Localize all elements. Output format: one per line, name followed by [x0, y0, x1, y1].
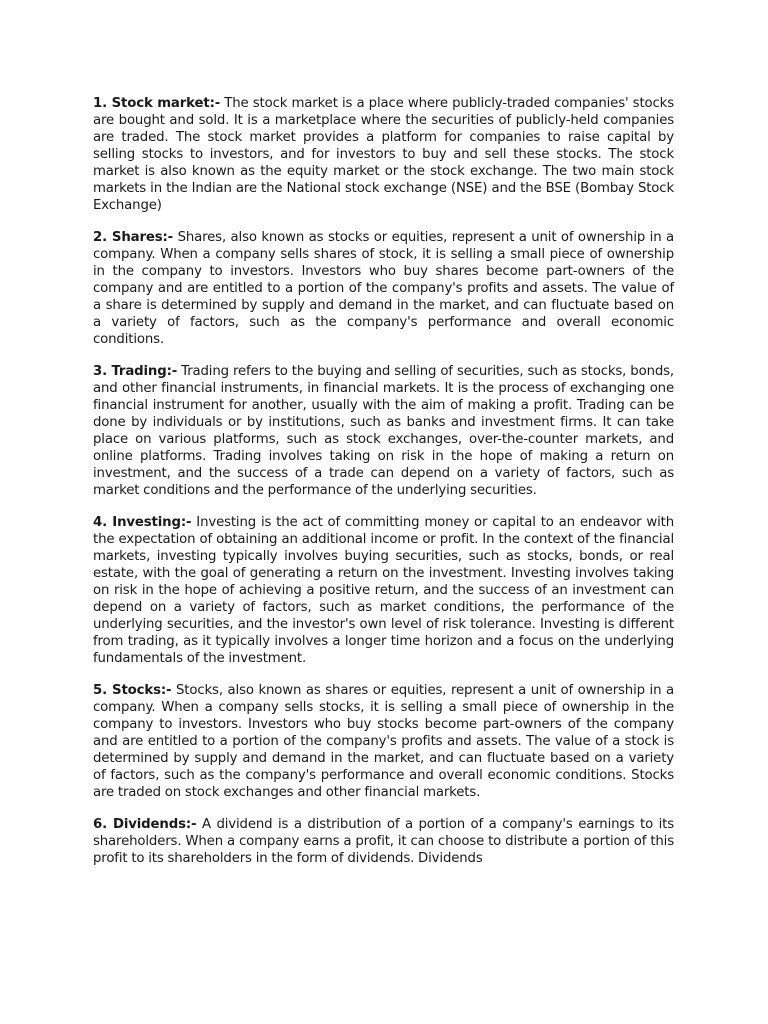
section-dividends [93, 816, 674, 867]
term-heading: 5. Stocks:- [93, 683, 172, 698]
term-heading: 6. Dividends:- [93, 817, 197, 832]
term-definition: Investing is the act of committing money or capital to an endeavor with the expectation of obtaining an additional income or profit. In the context of the financial markets, investing typically involves buying securities, such as stocks, bonds, or real estate, with the goal of generating a return on the investment. Investing involves taking on risk in the hope of achieving a positive return, and the success of an investment can depend on a variety of factors, such as market conditions, the performance of the underlying securities, and the investor's own level of risk tolerance. Investing is different from trading, as it typically involves a longer time horizon and a focus on the underlying fundamentals of the investment. [93, 515, 674, 666]
term-definition: Stocks, also known as shares or equities, represent a unit of ownership in a company. When a company sells stocks, it is selling a small piece of ownership in the company to investors. Investors who buy stocks become part-owners of the company and are entitled to a portion of the company's profits and assets. The value of a stock is determined by supply and demand in the market, and can fluctuate based on a variety of factors, such as the company's performance and overall economic conditions. Stocks are traded on stock exchanges and other financial markets. [93, 683, 674, 800]
term-heading: 4. Investing:- [93, 515, 192, 530]
term-definition: Trading refers to the buying and selling of securities, such as stocks, bonds, and other financial instruments, in financial markets. It is the process of exchanging one financial instrument for another, usually with the aim of making a profit. Trading can be done by individuals or by institutions, such as banks and investment firms. It can take place on various platforms, such as stock exchanges, over-the-counter markets, and online platforms. Trading involves taking on risk in the hope of making a return on investment, and the success of a trade can depend on a variety of factors, such as market conditions and the performance of the underlying securities. [93, 364, 675, 498]
section-shares [93, 229, 674, 348]
section-trading [93, 363, 674, 499]
section-stock-market [93, 95, 674, 214]
section-stocks [93, 682, 674, 801]
term-definition: Shares, also known as stocks or equities, represent a unit of ownership in a company. When a company sells shares of stock, it is selling a small piece of ownership in the company to investors. Investors who buy shares become part-owners of the company and are entitled to a portion of the company's profits and assets. The value of a share is determined by supply and demand in the market, and can fluctuate based on a variety of factors, such as the company's performance and overall economic conditions. [93, 230, 674, 347]
term-heading: 2. Shares:- [93, 230, 174, 245]
term-definition: The stock market is a place where publicly-traded companies' stocks are bought and sold. It is a marketplace where the securities of publicly-held companies are traded. The stock market provides a platform for companies to raise capital by selling stocks to investors, and for investors to buy and sell these stocks. The stock market is also known as the equity market or the stock exchange. The two main stock markets in the Indian are the National stock exchange (NSE) and the BSE (Bombay Stock Exchange) [93, 96, 674, 213]
term-heading: 1. Stock market:- [93, 96, 221, 111]
term-heading: 3. Trading:- [93, 364, 178, 379]
section-investing [93, 514, 674, 667]
term-definition: A dividend is a distribution of a portion of a company's earnings to its shareholders. When a company earns a profit, it can choose to distribute a portion of this profit to its shareholders in the form of dividends. Dividends [93, 817, 674, 866]
